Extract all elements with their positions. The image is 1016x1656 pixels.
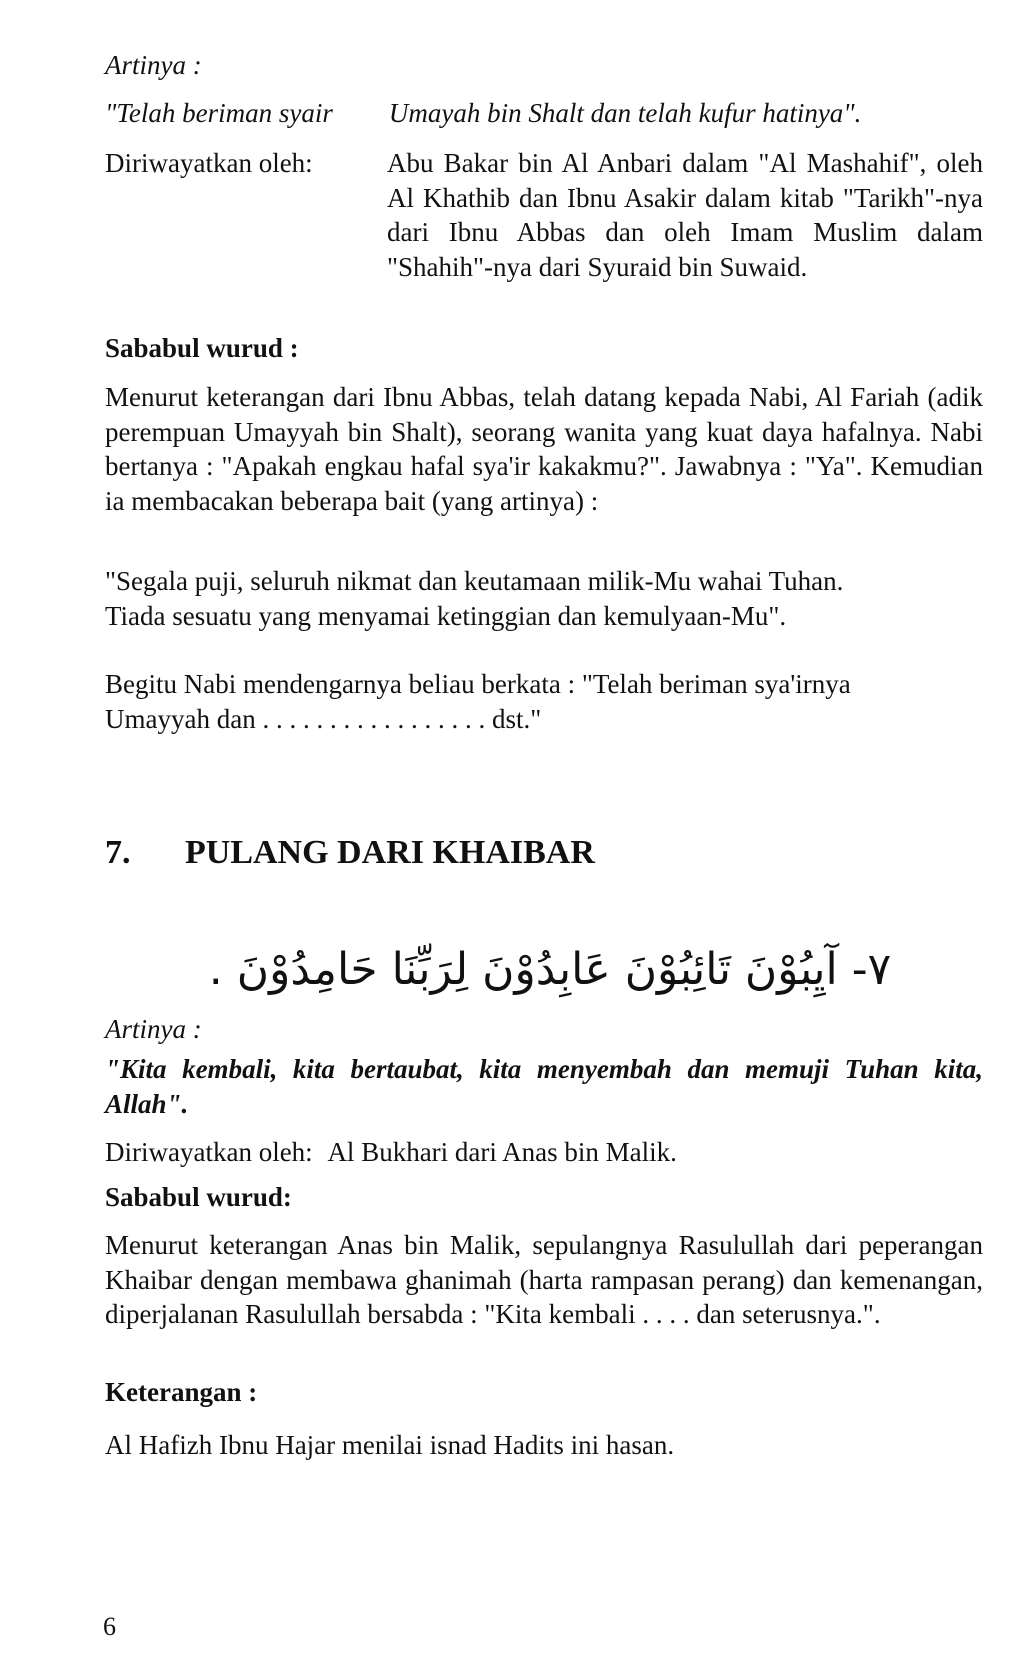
arabic-hadith-text: ٧- آيِبُوْنَ تَائِبُوْنَ عَابِدُوْنَ لِرَبِّنَا حَامِدُوْنَ . [208, 944, 892, 995]
section-heading [105, 833, 595, 873]
sababul-label-1: Sababul wurud : [105, 333, 299, 363]
page-number: 6 [103, 1612, 116, 1641]
translation-left: "Telah beriman syair [105, 98, 333, 128]
artinya-label-2: Artinya : [105, 1014, 202, 1044]
poem-line-1: "Segala puji, seluruh nikmat dan keutamaan milik-Mu wahai Tuhan. [105, 566, 844, 596]
closing-line-2: Umayyah dan . . . . . . . . . . . . . . . . . dst." [105, 704, 542, 734]
riwayat-label-7: Diriwayatkan oleh: [105, 1137, 313, 1167]
sababul-text-7: Menurut keterangan Anas bin Malik, sepulangnya Rasulullah dari peperangan Khaibar dengan membawa ghanimah (harta rampasan perang) dan kemenangan, diperjalanan Rasulullah bersabda : "Kita kembali . . . . dan seterusnya.". [105, 1230, 983, 1329]
sababul-label-7: Sababul wurud: [105, 1182, 292, 1212]
riwayat-text-7: Al Bukhari dari Anas bin Malik. [327, 1137, 677, 1167]
translation-7: "Kita kembali, kita bertaubat, kita menyembah dan memuji Tuhan kita, Allah". [105, 1054, 983, 1119]
keterangan-text: Al Hafizh Ibnu Hajar menilai isnad Hadits ini hasan. [105, 1430, 675, 1460]
sababul-text-1: Menurut keterangan dari Ibnu Abbas, telah datang kepada Nabi, Al Fariah (adik perempuan Umayyah bin Shalt), seorang wanita yang kuat daya hafalnya. Nabi bertanya : "Apakah engkau hafal sya'ir kakakmu?". Jawabnya : "Ya". Kemudian ia membacakan beberapa bait (yang artinya) : [105, 382, 983, 516]
translation-line-1 [105, 96, 985, 130]
section-title: PULANG DARI KHAIBAR [185, 834, 595, 871]
translation-right: Umayah bin Shalt dan telah kufur hatinya". [388, 98, 862, 128]
poem-line-2: Tiada sesuatu yang menyamai ketinggian dan kemulyaan-Mu". [105, 601, 787, 631]
artinya-label-1: Artinya : [105, 50, 202, 80]
section-number: 7. [105, 834, 131, 871]
riwayat-line-7 [105, 1135, 985, 1169]
closing-line-1: Begitu Nabi mendengarnya beliau berkata : "Telah beriman sya'irnya [105, 669, 851, 699]
riwayat-text-1: Abu Bakar bin Al Anbari dalam "Al Mashahif", oleh Al Khathib dan Ibnu Asakir dalam kitab "Tarikh"-nya dari Ibnu Abbas dan oleh Imam Muslim dalam "Shahih"-nya dari Syuraid bin Suwaid. [387, 148, 983, 282]
riwayat-label-1: Diriwayatkan oleh: [105, 148, 313, 178]
keterangan-label: Keterangan : [105, 1377, 258, 1407]
